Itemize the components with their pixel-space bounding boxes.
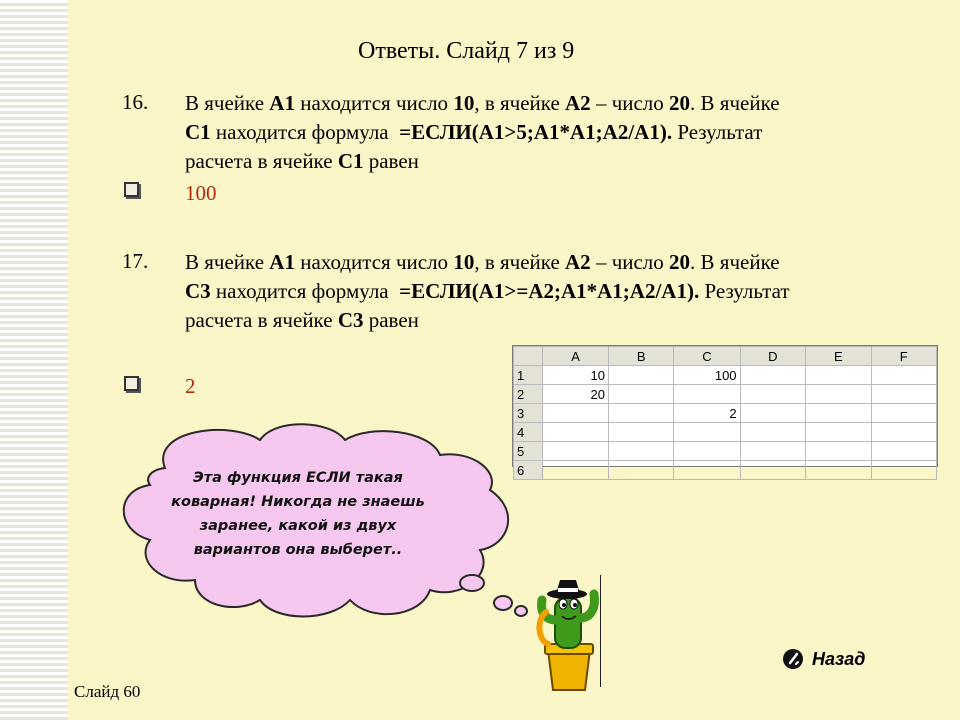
spreadsheet-cell[interactable]: 10 bbox=[543, 366, 609, 385]
row-header: 3 bbox=[514, 404, 543, 423]
column-header: E bbox=[806, 347, 871, 366]
question-17-line-2: С3 находится формула =ЕСЛИ(А1>=А2;А1*А1;А2/А1). Результат bbox=[185, 279, 790, 303]
question-16-line-1: В ячейке А1 находится число 10, в ячейке А2 – число 20. В ячейке bbox=[185, 91, 780, 115]
column-header: B bbox=[608, 347, 673, 366]
answer-17: 2 bbox=[185, 374, 196, 398]
back-button[interactable] bbox=[782, 648, 865, 670]
row-header: 4 bbox=[514, 423, 543, 442]
row-header: 5 bbox=[514, 442, 543, 461]
answer-16: 100 bbox=[185, 181, 217, 205]
question-16-line-2: С1 находится формула =ЕСЛИ(А1>5;А1*А1;А2/А1). Результат bbox=[185, 120, 763, 144]
back-button-label: Назад bbox=[812, 648, 866, 669]
spreadsheet-cell[interactable]: 20 bbox=[543, 385, 609, 404]
row-header: 1 bbox=[514, 366, 543, 385]
column-header: A bbox=[543, 347, 609, 366]
thought-dot-icon bbox=[515, 606, 527, 616]
question-number-16: 16. bbox=[122, 90, 149, 114]
thought-dot-icon bbox=[460, 575, 484, 591]
row-header: 2 bbox=[514, 385, 543, 404]
column-header: C bbox=[674, 347, 740, 366]
slide-number: Слайд 60 bbox=[74, 682, 141, 701]
cactus-icon bbox=[539, 580, 594, 690]
thought-bubble-text: Эта функция ЕСЛИ такая коварная! Никогда не знаешь заранее, какой из двух вариантов она выберет.. bbox=[171, 470, 425, 558]
spreadsheet-cell[interactable]: 2 bbox=[674, 404, 740, 423]
column-header: F bbox=[871, 347, 936, 366]
question-16-line-3: расчета в ячейке С1 равен bbox=[185, 149, 419, 173]
back-arrow-icon bbox=[782, 648, 804, 670]
question-number-17: 17. bbox=[122, 249, 149, 273]
question-17-line-1: В ячейке А1 находится число 10, в ячейке А2 – число 20. В ячейке bbox=[185, 250, 780, 274]
spreadsheet-cell[interactable]: 100 bbox=[674, 366, 740, 385]
question-17-line-3: расчета в ячейке С3 равен bbox=[185, 308, 419, 332]
thought-dot-icon bbox=[494, 596, 512, 610]
column-header: D bbox=[740, 347, 806, 366]
slide-title: Ответы. Слайд 7 из 9 bbox=[358, 38, 575, 64]
divider-line bbox=[600, 575, 601, 687]
row-header: 6 bbox=[514, 461, 543, 480]
